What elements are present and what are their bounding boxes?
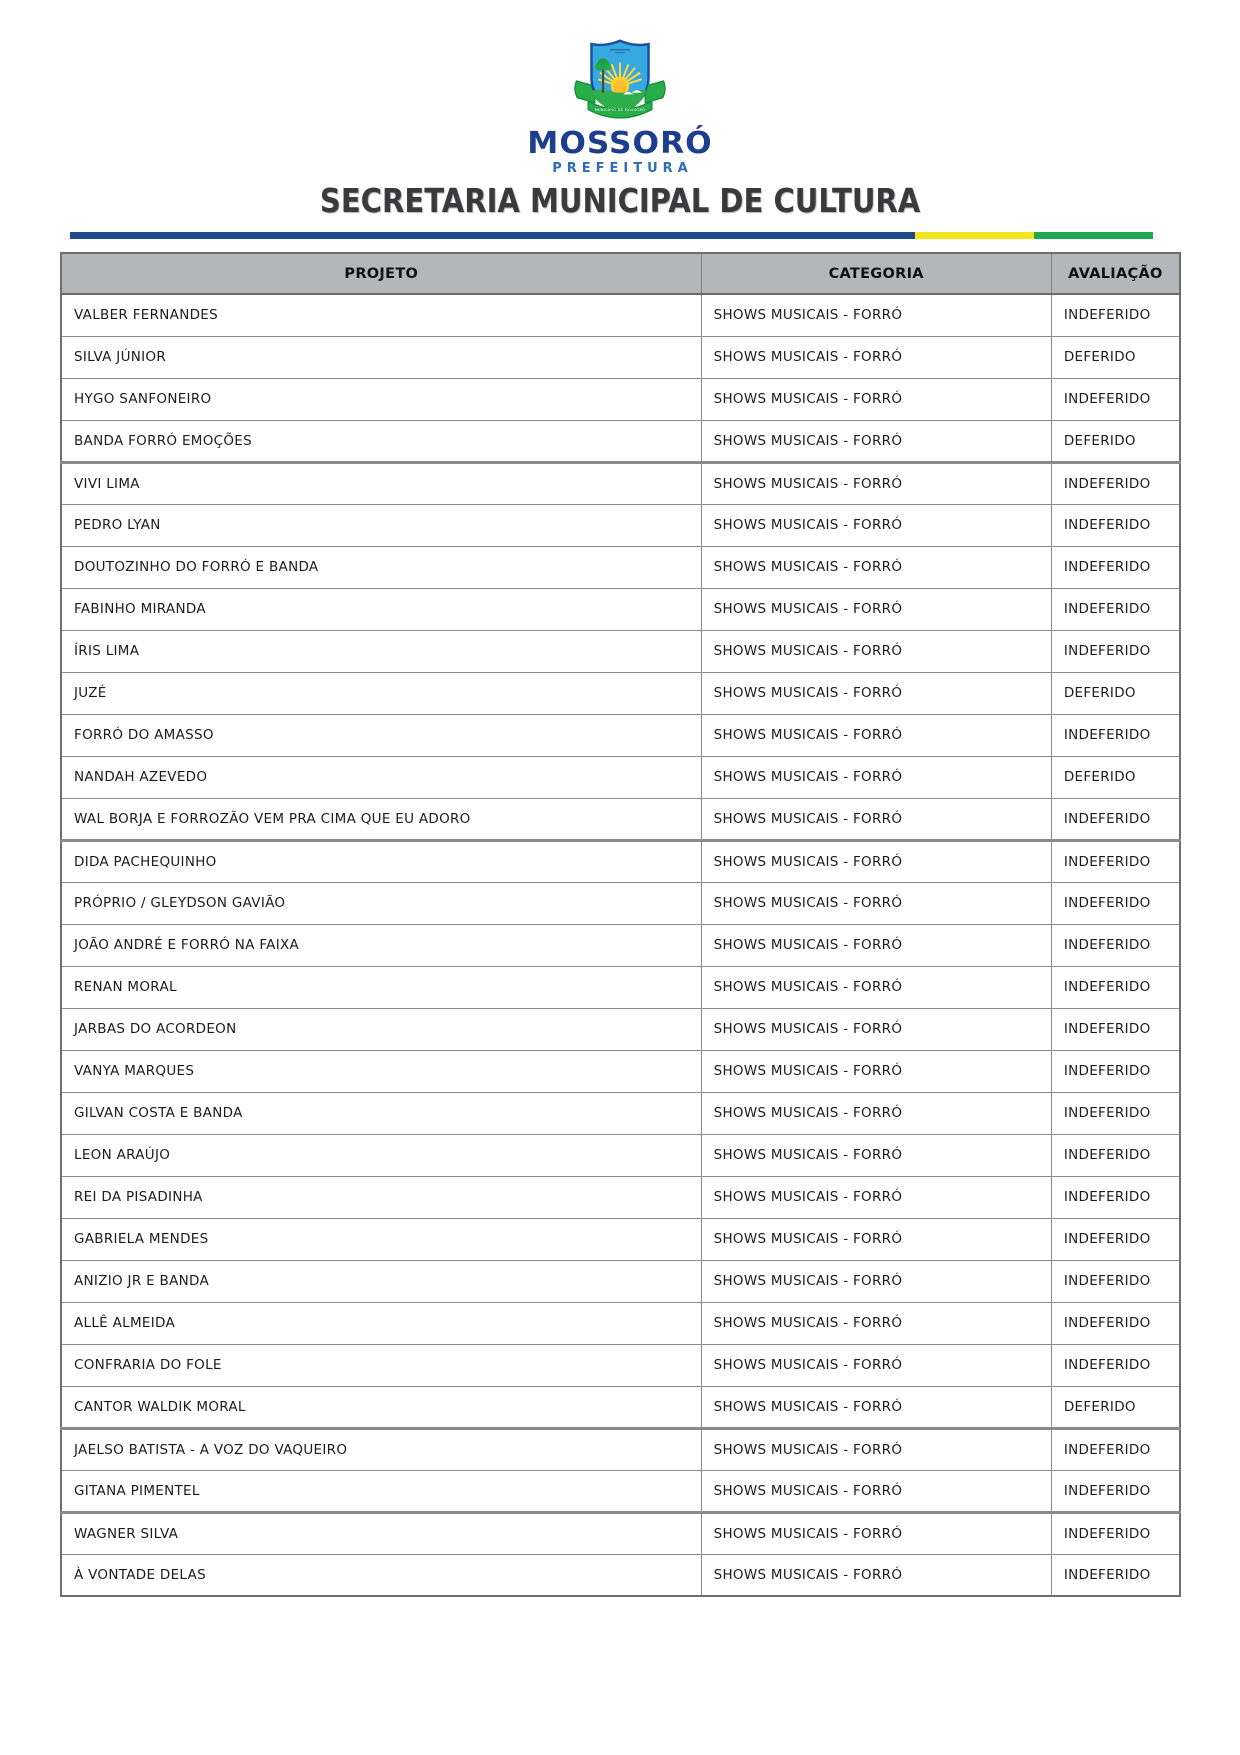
cell-projeto: ALLÊ ALMEIDA <box>61 1302 701 1344</box>
cell-projeto: HYGO SANFONEIRO <box>61 378 701 420</box>
table-row <box>61 504 1180 546</box>
cell-projeto: VANYA MARQUES <box>61 1050 701 1092</box>
cell-avaliacao: INDEFERIDO <box>1051 1134 1180 1176</box>
cell-avaliacao: INDEFERIDO <box>1051 1092 1180 1134</box>
rule-blue-segment <box>70 232 915 239</box>
cell-categoria: SHOWS MUSICAIS - FORRÓ <box>701 1218 1051 1260</box>
cell-avaliacao: DEFERIDO <box>1051 1386 1180 1428</box>
cell-projeto: RENAN MORAL <box>61 966 701 1008</box>
cell-avaliacao: DEFERIDO <box>1051 672 1180 714</box>
cell-avaliacao: DEFERIDO <box>1051 336 1180 378</box>
cell-projeto: BANDA FORRÓ EMOÇÕES <box>61 420 701 462</box>
cell-projeto: CANTOR WALDIK MORAL <box>61 1386 701 1428</box>
table-body <box>61 294 1180 1596</box>
cell-categoria: SHOWS MUSICAIS - FORRÓ <box>701 336 1051 378</box>
table-row <box>61 966 1180 1008</box>
cell-categoria: SHOWS MUSICAIS - FORRÓ <box>701 1512 1051 1554</box>
table-row <box>61 1386 1180 1428</box>
cell-avaliacao: INDEFERIDO <box>1051 1176 1180 1218</box>
city-wordmark-subtitle: PREFEITURA <box>552 161 693 176</box>
table-row <box>61 588 1180 630</box>
cell-projeto: JARBAS DO ACORDEON <box>61 1008 701 1050</box>
cell-avaliacao: INDEFERIDO <box>1051 1050 1180 1092</box>
cell-avaliacao: DEFERIDO <box>1051 420 1180 462</box>
cell-categoria: SHOWS MUSICAIS - FORRÓ <box>701 840 1051 882</box>
city-wordmark: MOSSORÓ <box>527 126 713 161</box>
cell-avaliacao: INDEFERIDO <box>1051 630 1180 672</box>
cell-avaliacao: INDEFERIDO <box>1051 1554 1180 1596</box>
cell-projeto: WAL BORJA E FORROZÃO VEM PRA CIMA QUE EU ADORO <box>61 798 701 840</box>
cell-categoria: SHOWS MUSICAIS - FORRÓ <box>701 1008 1051 1050</box>
cell-categoria: SHOWS MUSICAIS - FORRÓ <box>701 1260 1051 1302</box>
cell-avaliacao: INDEFERIDO <box>1051 378 1180 420</box>
cell-categoria: SHOWS MUSICAIS - FORRÓ <box>701 1302 1051 1344</box>
cell-avaliacao: INDEFERIDO <box>1051 966 1180 1008</box>
cell-categoria: SHOWS MUSICAIS - FORRÓ <box>701 1428 1051 1470</box>
cell-categoria: SHOWS MUSICAIS - FORRÓ <box>701 378 1051 420</box>
cell-projeto: FORRÓ DO AMASSO <box>61 714 701 756</box>
rule-yellow-segment <box>915 232 1034 239</box>
cell-avaliacao: INDEFERIDO <box>1051 840 1180 882</box>
cell-avaliacao: INDEFERIDO <box>1051 714 1180 756</box>
cell-projeto: DIDA PACHEQUINHO <box>61 840 701 882</box>
cell-categoria: SHOWS MUSICAIS - FORRÓ <box>701 714 1051 756</box>
cell-projeto: PRÓPRIO / GLEYDSON GAVIÃO <box>61 882 701 924</box>
table-row <box>61 840 1180 882</box>
table-row <box>61 420 1180 462</box>
table-row <box>61 1134 1180 1176</box>
table-row <box>61 714 1180 756</box>
table-row <box>61 1512 1180 1554</box>
cell-categoria: SHOWS MUSICAIS - FORRÓ <box>701 672 1051 714</box>
cell-avaliacao: INDEFERIDO <box>1051 588 1180 630</box>
cell-projeto: GILVAN COSTA E BANDA <box>61 1092 701 1134</box>
cell-projeto: JAELSO BATISTA - A VOZ DO VAQUEIRO <box>61 1428 701 1470</box>
table-row <box>61 1218 1180 1260</box>
cell-categoria: SHOWS MUSICAIS - FORRÓ <box>701 1050 1051 1092</box>
cell-categoria: SHOWS MUSICAIS - FORRÓ <box>701 630 1051 672</box>
table-header-row <box>61 253 1180 294</box>
cell-avaliacao: INDEFERIDO <box>1051 924 1180 966</box>
cell-avaliacao: INDEFERIDO <box>1051 462 1180 504</box>
cell-projeto: GABRIELA MENDES <box>61 1218 701 1260</box>
cell-projeto: GITANA PIMENTEL <box>61 1470 701 1512</box>
table-row <box>61 1008 1180 1050</box>
cell-projeto: À VONTADE DELAS <box>61 1554 701 1596</box>
table-row <box>61 1470 1180 1512</box>
table-row <box>61 798 1180 840</box>
cell-categoria: SHOWS MUSICAIS - FORRÓ <box>701 420 1051 462</box>
column-header-avaliacao: AVALIAÇÃO <box>1051 253 1180 294</box>
column-header-categoria: CATEGORIA <box>701 253 1051 294</box>
cell-projeto: VALBER FERNANDES <box>61 294 701 336</box>
cell-avaliacao: INDEFERIDO <box>1051 882 1180 924</box>
cell-avaliacao: INDEFERIDO <box>1051 1512 1180 1554</box>
cell-projeto: REI DA PISADINHA <box>61 1176 701 1218</box>
city-seal-icon <box>568 36 672 126</box>
cell-categoria: SHOWS MUSICAIS - FORRÓ <box>701 1176 1051 1218</box>
cell-avaliacao: INDEFERIDO <box>1051 1302 1180 1344</box>
rule-green-segment <box>1034 232 1153 239</box>
tricolor-rule <box>70 232 1153 239</box>
cell-categoria: SHOWS MUSICAIS - FORRÓ <box>701 1554 1051 1596</box>
table-row <box>61 1554 1180 1596</box>
cell-categoria: SHOWS MUSICAIS - FORRÓ <box>701 462 1051 504</box>
table-row <box>61 378 1180 420</box>
column-header-projeto: PROJETO <box>61 253 701 294</box>
cell-categoria: SHOWS MUSICAIS - FORRÓ <box>701 546 1051 588</box>
cell-projeto: ANIZIO JR E BANDA <box>61 1260 701 1302</box>
cell-categoria: SHOWS MUSICAIS - FORRÓ <box>701 1134 1051 1176</box>
ribbon-text: MUNICÍPIO DE MOSSORÓ <box>594 107 646 112</box>
table-row <box>61 546 1180 588</box>
city-logo <box>0 36 1240 126</box>
cell-avaliacao: INDEFERIDO <box>1051 1218 1180 1260</box>
table-row <box>61 882 1180 924</box>
cell-avaliacao: INDEFERIDO <box>1051 1428 1180 1470</box>
table-row <box>61 1050 1180 1092</box>
table-row <box>61 1302 1180 1344</box>
cell-projeto: ÍRIS LIMA <box>61 630 701 672</box>
table-row <box>61 1092 1180 1134</box>
letterhead <box>0 0 1240 220</box>
shield <box>591 41 648 116</box>
cell-categoria: SHOWS MUSICAIS - FORRÓ <box>701 798 1051 840</box>
cell-projeto: JUZÉ <box>61 672 701 714</box>
cell-avaliacao: INDEFERIDO <box>1051 504 1180 546</box>
cell-categoria: SHOWS MUSICAIS - FORRÓ <box>701 1386 1051 1428</box>
table-row <box>61 756 1180 798</box>
table-row <box>61 294 1180 336</box>
table-row <box>61 1176 1180 1218</box>
cell-projeto: PEDRO LYAN <box>61 504 701 546</box>
cell-projeto: SILVA JÚNIOR <box>61 336 701 378</box>
cell-projeto: WAGNER SILVA <box>61 1512 701 1554</box>
cell-avaliacao: INDEFERIDO <box>1051 1260 1180 1302</box>
cell-categoria: SHOWS MUSICAIS - FORRÓ <box>701 924 1051 966</box>
cell-categoria: SHOWS MUSICAIS - FORRÓ <box>701 966 1051 1008</box>
table-row <box>61 1344 1180 1386</box>
cell-categoria: SHOWS MUSICAIS - FORRÓ <box>701 504 1051 546</box>
cell-avaliacao: INDEFERIDO <box>1051 1008 1180 1050</box>
results-table <box>60 252 1181 1597</box>
table-row <box>61 924 1180 966</box>
cell-categoria: SHOWS MUSICAIS - FORRÓ <box>701 1092 1051 1134</box>
cell-avaliacao: DEFERIDO <box>1051 756 1180 798</box>
page-title: SECRETARIA MUNICIPAL DE CULTURA <box>319 181 921 220</box>
cell-avaliacao: INDEFERIDO <box>1051 1470 1180 1512</box>
cell-categoria: SHOWS MUSICAIS - FORRÓ <box>701 756 1051 798</box>
table-row <box>61 672 1180 714</box>
cell-categoria: SHOWS MUSICAIS - FORRÓ <box>701 588 1051 630</box>
cell-projeto: VIVI LIMA <box>61 462 701 504</box>
cell-categoria: SHOWS MUSICAIS - FORRÓ <box>701 294 1051 336</box>
cell-categoria: SHOWS MUSICAIS - FORRÓ <box>701 882 1051 924</box>
cell-categoria: SHOWS MUSICAIS - FORRÓ <box>701 1470 1051 1512</box>
table-row <box>61 336 1180 378</box>
table-row <box>61 462 1180 504</box>
cell-avaliacao: INDEFERIDO <box>1051 546 1180 588</box>
table-row <box>61 1260 1180 1302</box>
cell-projeto: LEON ARAÚJO <box>61 1134 701 1176</box>
cell-avaliacao: INDEFERIDO <box>1051 798 1180 840</box>
cell-categoria: SHOWS MUSICAIS - FORRÓ <box>701 1344 1051 1386</box>
cell-projeto: JOÃO ANDRÉ E FORRÓ NA FAIXA <box>61 924 701 966</box>
cell-projeto: NANDAH AZEVEDO <box>61 756 701 798</box>
cell-projeto: FABINHO MIRANDA <box>61 588 701 630</box>
table-row <box>61 630 1180 672</box>
table-row <box>61 1428 1180 1470</box>
cell-projeto: DOUTOZINHO DO FORRÓ E BANDA <box>61 546 701 588</box>
cell-avaliacao: INDEFERIDO <box>1051 294 1180 336</box>
cell-projeto: CONFRARIA DO FOLE <box>61 1344 701 1386</box>
cell-avaliacao: INDEFERIDO <box>1051 1344 1180 1386</box>
